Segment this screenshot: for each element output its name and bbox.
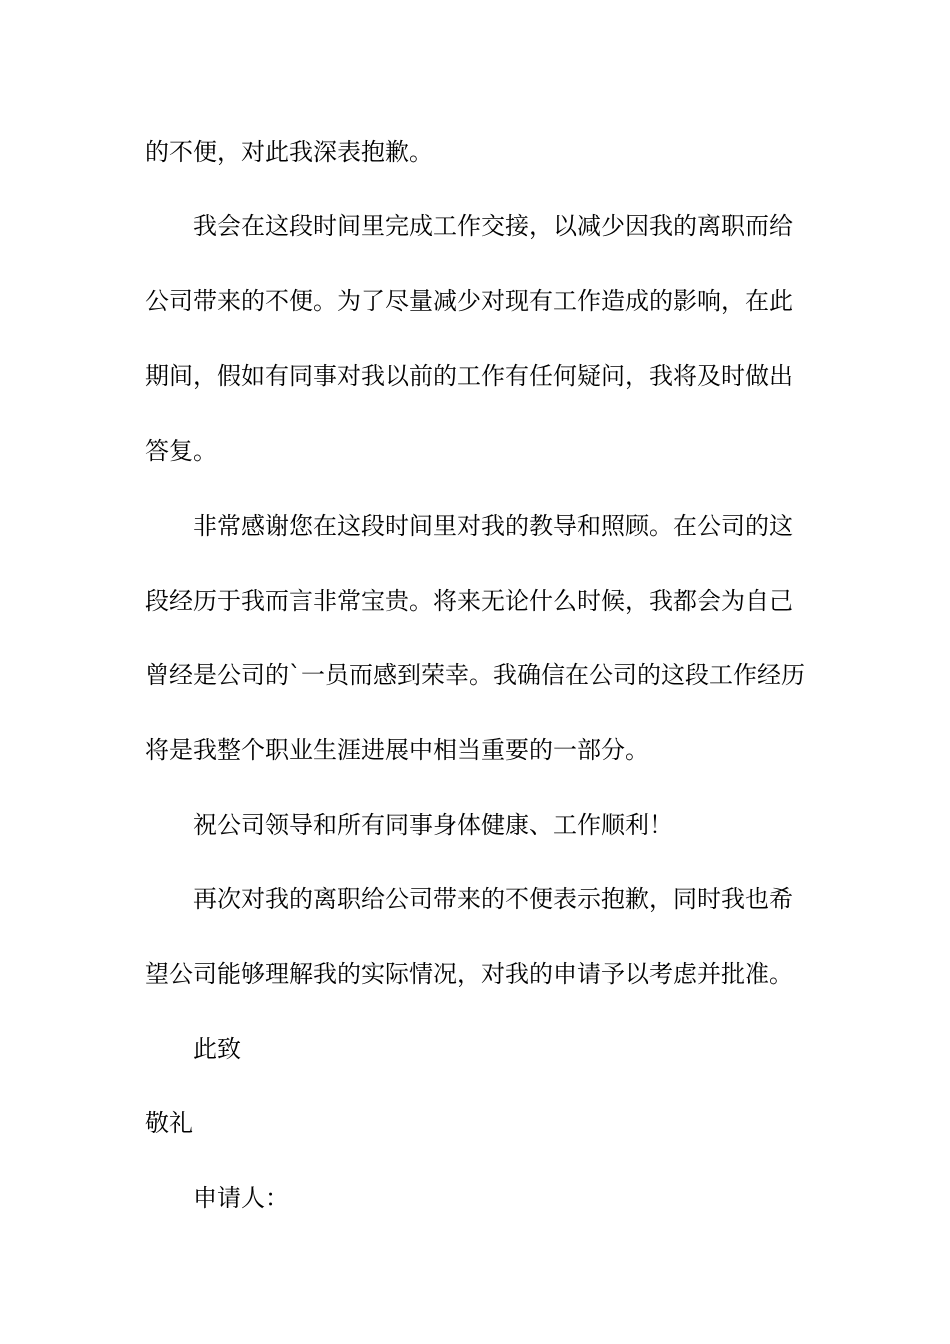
- text-line: 段经历于我而言非常宝贵。将来无论什么时候，我都会为自己: [145, 587, 793, 615]
- text-line: 答复。: [145, 437, 217, 465]
- applicant-signature-label: 申请人：: [193, 1184, 289, 1212]
- paragraph-first-line: 我会在这段时间里完成工作交接，以减少因我的离职而给: [193, 212, 793, 240]
- paragraph-first-line: 再次对我的离职给公司带来的不便表示抱歉，同时我也希: [193, 885, 793, 913]
- closing-salutation: 此致: [193, 1035, 241, 1063]
- text-line: 曾经是公司的`一员而感到荣幸。我确信在公司的这段工作经历: [145, 661, 805, 689]
- text-line: 公司带来的不便。为了尽量减少对现有工作造成的影响，在此: [145, 287, 793, 315]
- text-line: 的不便，对此我深表抱歉。: [145, 138, 433, 166]
- paragraph-first-line: 非常感谢您在这段时间里对我的教导和照顾。在公司的这: [193, 512, 793, 540]
- closing-regards: 敬礼: [145, 1109, 193, 1137]
- text-line: 望公司能够理解我的实际情况，对我的申请予以考虑并批准。: [145, 960, 793, 988]
- paragraph-first-line: 祝公司领导和所有同事身体健康、工作顺利！: [193, 811, 673, 839]
- text-line: 期间，假如有同事对我以前的工作有任何疑问，我将及时做出: [145, 362, 793, 390]
- text-line: 将是我整个职业生涯进展中相当重要的一部分。: [145, 736, 649, 764]
